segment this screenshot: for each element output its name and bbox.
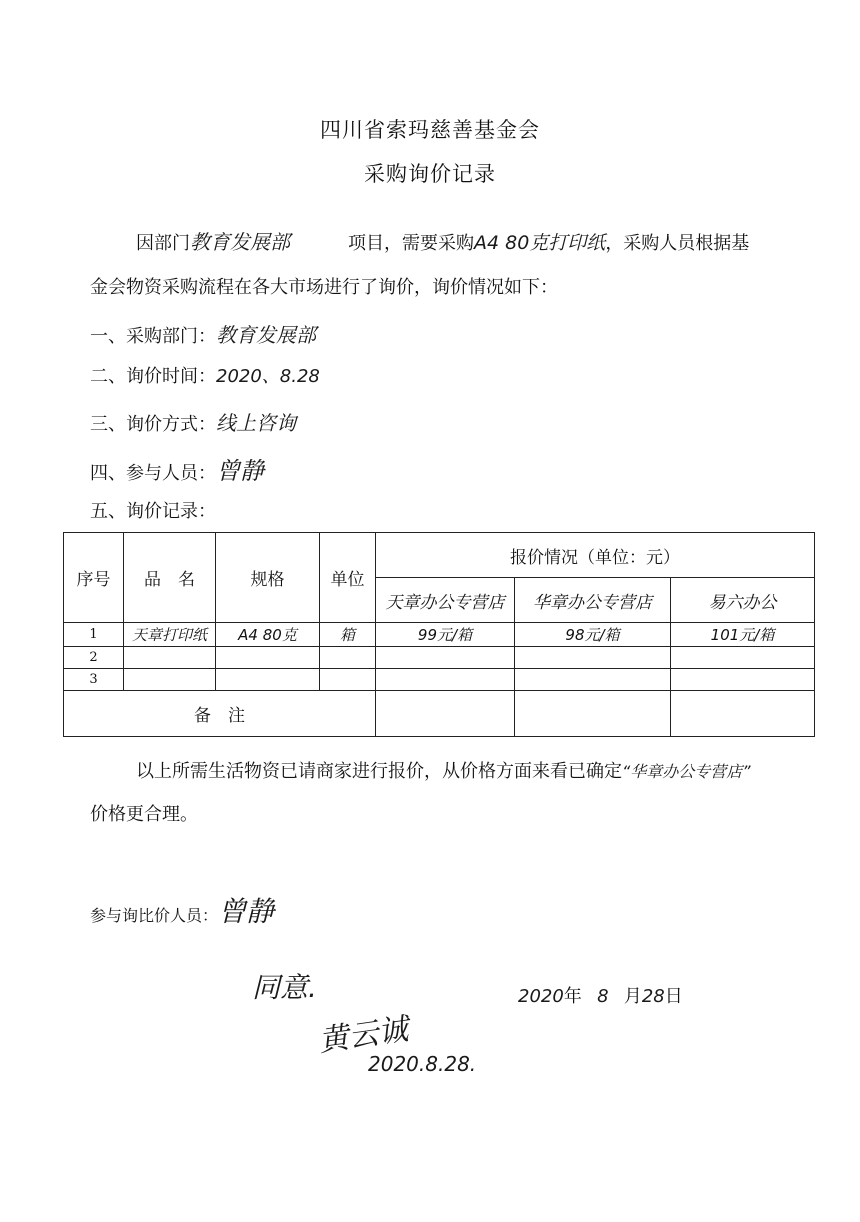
field-people-label: 四、参与人员： <box>90 463 216 484</box>
table-row <box>64 623 815 647</box>
field-people <box>90 451 264 486</box>
field-method-label: 三、询价方式： <box>90 414 216 435</box>
col-unit-header: 单位 <box>320 533 376 623</box>
field-time-label: 二、询价时间： <box>90 366 216 387</box>
remark-cell-1 <box>376 691 515 737</box>
intro-item-handwriting: A4 80克打印纸 <box>474 232 606 254</box>
approval-agree: 同意. <box>252 971 317 1004</box>
date-month-suffix: 月 <box>623 986 642 1007</box>
intro-text-c: ，采购人员根据基 <box>605 233 750 254</box>
date-month: 8 <box>597 986 609 1007</box>
field-time-value: 2020、8.28 <box>216 366 320 387</box>
participants-label: 参与询比价人员： <box>90 906 219 925</box>
participants-signature: 曾静 <box>218 895 275 928</box>
field-method <box>90 407 296 436</box>
field-method-value: 线上咨询 <box>216 411 296 435</box>
row-price-2 <box>515 647 671 669</box>
col-name-header: 品 名 <box>124 533 216 623</box>
date-year-suffix: 年 <box>563 986 582 1007</box>
field-dept <box>90 319 316 348</box>
inquiry-table <box>63 532 815 737</box>
intro-text-a: 因部门 <box>136 233 190 254</box>
intro-line-1 <box>136 226 749 255</box>
approval-signature: 黄云诚 <box>316 1011 411 1060</box>
intro-text-b: 项目，需要采购 <box>348 233 474 254</box>
date-year: 2020 <box>518 986 564 1007</box>
remark-cell-3 <box>671 691 815 737</box>
remark-cell-2 <box>515 691 671 737</box>
field-time <box>90 362 320 388</box>
intro-line-2: 金会物资采购流程在各大市场进行了询价，询价情况如下： <box>90 277 558 298</box>
field-dept-label: 一、采购部门： <box>90 326 216 347</box>
intro-dept-handwriting: 教育发展部 <box>190 230 290 254</box>
date-day-suffix: 日 <box>664 986 683 1007</box>
row-price-3: 101元/箱 <box>671 623 815 647</box>
row-item-name <box>124 647 216 669</box>
row-spec <box>216 669 320 691</box>
row-price-2: 98元/箱 <box>515 623 671 647</box>
row-price-3 <box>671 669 815 691</box>
row-unit: 箱 <box>320 623 376 647</box>
row-item-name <box>124 669 216 691</box>
conclusion-text: 以上所需生活物资已请商家进行报价，从价格方面来看已确定 <box>136 761 622 782</box>
row-price-1: 99元/箱 <box>376 623 515 647</box>
row-unit <box>320 669 376 691</box>
approval-sign-date: 2020.8.28. <box>368 1052 477 1076</box>
vendor-header-3: 易六办公 <box>671 578 815 623</box>
row-item-name: 天章打印纸 <box>124 623 216 647</box>
row-price-1 <box>376 669 515 691</box>
field-dept-value: 教育发展部 <box>216 323 316 347</box>
row-no: 1 <box>64 623 124 647</box>
row-no: 2 <box>64 647 124 669</box>
date-day: 28 <box>641 986 665 1007</box>
document-date <box>518 982 683 1008</box>
vendor-header-2: 华章办公专营店 <box>515 578 671 623</box>
col-spec-header: 规格 <box>216 533 320 623</box>
row-no: 3 <box>64 669 124 691</box>
row-price-2 <box>515 669 671 691</box>
vendor-header-1: 天章办公专营店 <box>376 578 515 623</box>
col-no-header: 序号 <box>64 533 124 623</box>
table-row <box>64 669 815 691</box>
field-people-value: 曾静 <box>216 457 264 485</box>
field-record-label: 五、询价记录： <box>90 501 216 522</box>
row-price-1 <box>376 647 515 669</box>
org-title: 四川省索玛慈善基金会 <box>320 118 540 142</box>
quote-header: 报价情况（单位：元） <box>376 533 815 578</box>
table-header-row-1 <box>64 533 815 578</box>
remark-row <box>64 691 815 737</box>
table-row <box>64 647 815 669</box>
row-unit <box>320 647 376 669</box>
participants-line <box>90 890 274 930</box>
remark-label: 备 注 <box>64 691 376 737</box>
row-price-3 <box>671 647 815 669</box>
conclusion-line-2: 价格更合理。 <box>90 804 198 825</box>
conclusion-line-1 <box>136 757 751 783</box>
doc-title: 采购询价记录 <box>364 162 496 186</box>
row-spec: A4 80克 <box>216 623 320 647</box>
chosen-vendor-handwriting: “华章办公专营店” <box>622 762 751 781</box>
row-spec <box>216 647 320 669</box>
